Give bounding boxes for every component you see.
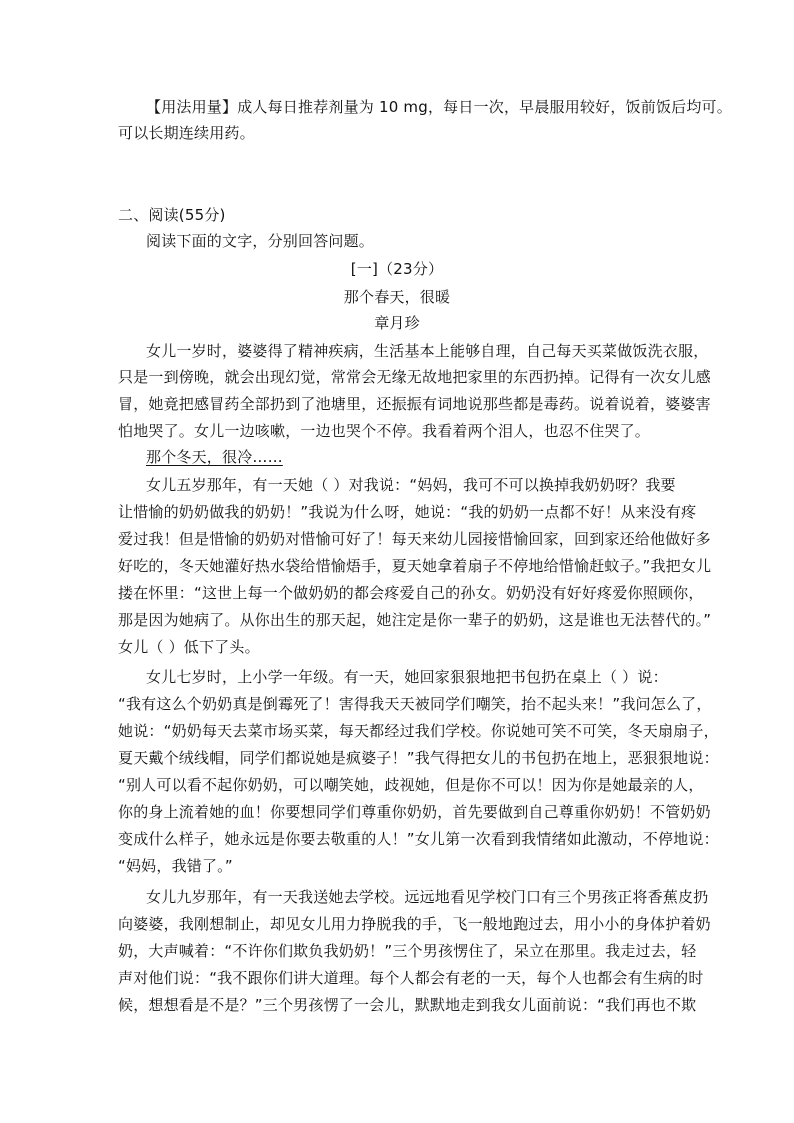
article-line: 搂在怀里：“这世上每一个做奶奶的都会疼爱自己的孙女。奶奶没有好好疼爱你照顾你， [118, 584, 704, 602]
article-line: 女儿九岁那年，有一天我送她去学校。远远地看见学校门口有三个男孩正将香蕉皮扔 [146, 888, 709, 906]
article-line: 女儿（ ）低下了头。 [118, 638, 260, 656]
article-line: “妈妈，我错了。” [118, 857, 233, 875]
article-line: 奶，大声喊着：“不许你们欺负我奶奶！”三个男孩愣住了，呆立在那里。我走过去，轻 [118, 942, 697, 960]
article-line: 女儿七岁时，上小学一年级。有一天，她回家狠狠地把书包扔在桌上（ ）说： [146, 668, 668, 686]
article-line: 好吃的，冬天她灌好热水袋给惜愉焐手，夏天她拿着扇子不停地给惜愉赶蚊子。”我把女儿 [118, 557, 712, 575]
article-line: 她说：“奶奶每天去菜市场买菜，每天都经过我们学校。你说她可笑不可笑，冬天扇扇子， [118, 722, 719, 740]
article-line: 变成什么样子，她永远是你要去敬重的人！”女儿第一次看到我情绪如此激动，不停地说： [118, 830, 719, 848]
article-line-underlined: 那个冬天，很冷…… [146, 448, 283, 466]
part-label: [一]（23分） [350, 260, 444, 278]
article-line: 向婆婆，我刚想制止，却见女儿用力挣脱我的手，飞一般地跑过去，用小小的身体护着奶 [118, 915, 711, 933]
article-title: 那个春天，很暖 [343, 288, 451, 306]
article-line: “别人可以看不起你奶奶，可以嘲笑她，歧视她，但是你不可以！因为你是她最亲的人， [118, 776, 704, 794]
section-instruction: 阅读下面的文字，分别回答问题。 [146, 232, 375, 250]
article-line: 怕地哭了。女儿一边咳嗽，一边也哭个不停。我看着两个泪人，也忍不住哭了。 [118, 422, 651, 440]
article-line: 女儿五岁那年，有一天她（ ）对我说：“妈妈，我可不可以换掉我奶奶呀？我要 [146, 476, 676, 494]
usage-line-2: 可以长期连续用药。 [118, 124, 255, 142]
article-author: 章月珍 [374, 314, 420, 332]
article-line: 让惜愉的奶奶做我的奶奶！”我说为什么呀，她说：“我的奶奶一点都不好！从来没有疼 [118, 503, 697, 521]
article-line: 只是一到傍晚，就会出现幻觉，常常会无缘无故地把家里的东西扔掉。记得有一次女儿感 [118, 368, 711, 386]
article-line: “我有这么个奶奶真是倒霉死了！害得我天天被同学们嘲笑，抬不起头来！”我问怎么了， [118, 695, 712, 713]
article-line: 候，想想看是不是？”三个男孩愣了一会儿，默默地走到我女儿面前说：“我们再也不欺 [118, 996, 697, 1014]
article-line: 那是因为她病了。从你出生的那天起，她注定是你一辈子的奶奶，这是谁也无法替代的。” [118, 611, 712, 629]
usage-line-1: 【用法用量】成人每日推荐剂量为 10 mg，每日一次，早晨服用较好，饭前饭后均可。 [146, 98, 732, 116]
article-line: 冒，她竟把感冒药全部扔到了池塘里，还振振有词地说那些都是毒药。说着说着，婆婆害 [118, 395, 711, 413]
article-line: 爱过我！但是惜愉的奶奶对惜愉可好了！每天来幼儿园接惜愉回家，回到家还给他做好多 [118, 530, 711, 548]
article-line: 夏天戴个绒线帽，同学们都说她是疯婆子！”我气得把女儿的书包扔在地上，恶狠狠地说： [118, 749, 719, 767]
article-line: 你的身上流着她的血！你要想同学们尊重你奶奶，首先要做到自己尊重你奶奶！不管奶奶 [118, 803, 711, 821]
section-heading: 二、阅读(55分) [118, 206, 226, 224]
article-line: 声对他们说：“我不跟你们讲大道理。每个人都会有老的一天，每个人也都会有生病的时 [118, 969, 704, 987]
article-line: 女儿一岁时，婆婆得了精神疾病，生活基本上能够自理，自己每天买菜做饭洗衣服， [146, 342, 709, 360]
